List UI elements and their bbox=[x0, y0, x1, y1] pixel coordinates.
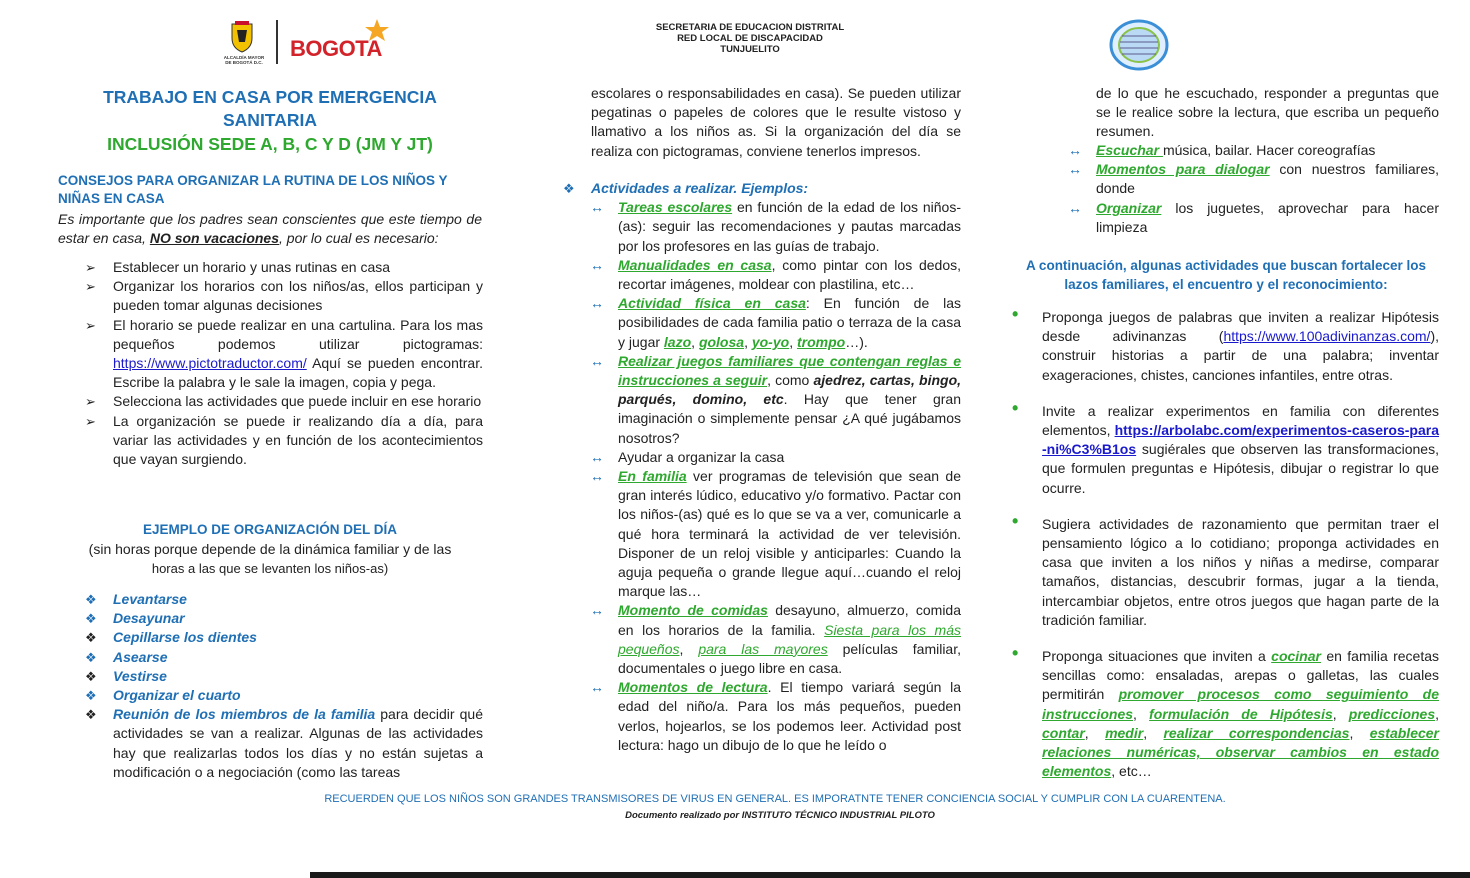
intro-text-a: Es importante que los padres sean conscientes que este tiempo de estar en casa, bbox=[58, 211, 482, 246]
day-list bbox=[85, 590, 483, 782]
diamond-icon: ❖ bbox=[85, 630, 97, 646]
actividades-heading: ❖ Actividades a realizar. Ejemplos: bbox=[563, 179, 961, 198]
actividad-item: ↔ Ayudar a organizar la casa bbox=[590, 448, 961, 467]
day-item: ❖ Organizar el cuarto bbox=[85, 686, 483, 705]
intro-no-vacaciones: NO son vacaciones bbox=[149, 229, 279, 246]
double-arrow-icon: ↔ bbox=[590, 602, 604, 619]
consejos-intro bbox=[58, 210, 482, 247]
footer-credit: Documento realizado por INSTITUTO TÉCNICO INDUSTRIAL PILOTO bbox=[625, 810, 935, 821]
intro-text-c: , por lo cual es necesario: bbox=[279, 229, 439, 246]
localidad-title: TUNJUELITO bbox=[720, 44, 780, 55]
double-arrow-icon: ↔ bbox=[590, 256, 604, 273]
bullet-dot-icon: • bbox=[1012, 304, 1019, 324]
right-actividades-list bbox=[1068, 141, 1439, 237]
tip-item: ➢ Establecer un horario y unas rutinas en casa bbox=[85, 258, 483, 277]
lazos-heading: A continuación, algunas actividades que buscan fortalecer los lazos familiares, el encuentro y el reconocimiento: bbox=[1025, 258, 1427, 292]
globe-logo-icon bbox=[1108, 18, 1170, 72]
actividad-item: ↔ Momentos de lectura. El tiempo variará según la edad del niño/a. Para los más pequeños, pueden verlos, hojearlos, se los podemos leer. Actividad post lectura: hago un dibujo de lo que he leído o bbox=[590, 679, 962, 753]
double-arrow-icon: ↔ bbox=[1068, 142, 1082, 158]
ejemplo-sub-2: horas a las que se levanten los niños-as) bbox=[151, 561, 389, 576]
actividad-item: ↔ Tareas escolares en función de la edad de los niños-(as): seguir las recomendaciones y pautas marcadas por los profesores en las guías de trabajo. bbox=[590, 199, 962, 254]
tip-item: ➢ Organizar los horarios con los niños/as, ellos participan y pueden tomar algunas decisiones bbox=[85, 278, 483, 314]
logo-text: BOGOTA bbox=[290, 36, 382, 61]
double-arrow-icon: ↔ bbox=[590, 679, 604, 696]
double-arrow-icon: ↔ bbox=[590, 295, 604, 312]
main-title-1: TRABAJO EN CASA POR EMERGENCIA bbox=[103, 87, 437, 107]
day-item: ❖ Cepillarse los dientes bbox=[85, 628, 483, 647]
diamond-icon: ❖ bbox=[563, 181, 575, 196]
day-item: ❖ Vestirse bbox=[85, 667, 483, 686]
tip-item: ➢ La organización se puede ir realizando día a día, para variar las actividades y en función de los acontecimientos que vayan surgiendo. bbox=[85, 412, 483, 468]
day-item: ❖ Reunión de los miembros de la familia para decidir qué actividades se van a realizar. Algunas de las actividades hay que realizarlas todos los días y no están sujetas a modificación o a negociación (como las tareas bbox=[85, 706, 484, 780]
star-icon bbox=[364, 18, 390, 44]
actividad-item: ↔ Manualidades en casa, como pintar con los dedos, recortar imágenes, moldear con plastilina, etc… bbox=[590, 256, 961, 293]
actividad-item: ↔ Actividad física en casa: En función de las posibilidades de cada familia patio o terraza de la casa y jugar lazo, golosa, yo-yo, trompo…). bbox=[590, 295, 962, 350]
double-arrow-icon: ↔ bbox=[590, 352, 604, 369]
pictotraductor-link[interactable]: https://www.pictotraductor.com/ bbox=[113, 355, 307, 372]
lazos-list bbox=[1012, 304, 1440, 781]
diamond-icon: ❖ bbox=[85, 649, 97, 665]
logo-caption: ALCALDÍA MAYOR DE BOGOTÁ D.C. bbox=[223, 55, 265, 65]
actividad-item: ↔ Realizar juegos familiares que contengan reglas e instrucciones a seguir, como ajedrez, cartas, bingo, parqués, domino, etc. Hay que tener gran imaginación o simplemente pensar ¿A qué jugábamos nosotros? bbox=[590, 352, 962, 446]
ejemplo-sub-1: (sin horas porque depende de la dinámica familiar y de las bbox=[88, 541, 452, 557]
arrowhead-icon: ➢ bbox=[85, 260, 96, 275]
diamond-icon: ❖ bbox=[85, 688, 97, 704]
logo-divider bbox=[276, 20, 278, 64]
actividad-item: ↔ Escuchar música, bailar. Hacer coreografías bbox=[1068, 141, 1439, 160]
main-title-3: INCLUSIÓN SEDE A, B, C Y D (JM Y JT) bbox=[107, 134, 433, 154]
actividad-item: ↔ Momento de comidas desayuno, almuerzo, comida en los horarios de la familia. Siesta para los más pequeños, para las mayores películas familiar, documentales o juego libre en casa. bbox=[590, 602, 962, 677]
consejos-heading: CONSEJOS PARA ORGANIZAR LA RUTINA DE LOS NIÑOS Y NIÑAS EN CASA bbox=[58, 173, 448, 206]
footer-notice: RECUERDEN QUE LOS NIÑOS SON GRANDES TRANSMISORES DE VIRUS EN GENERAL. ES IMPORATNTE TENER CONCIENCIA SOCIAL Y CUMPLIR CON LA CUARENTENA. bbox=[324, 793, 1226, 805]
ejemplo-heading: EJEMPLO DE ORGANIZACIÓN DEL DÍA bbox=[142, 522, 398, 537]
red-title: RED LOCAL DE DISCAPACIDAD bbox=[677, 33, 823, 44]
actividad-item: ↔ En familia ver programas de televisión que sean de gran interés lúdico, educativo y/o formativo. Pactar con los niños-(as) qué es lo que se va a ver, comunicarle a qué hora terminará la actividad de ver televisión. Disponer de un reloj visible y anticiparles: Cuando la aguja pequeña o grande llegue aquí…cuando el reloj marque las… bbox=[590, 468, 961, 600]
tip-item: ➢ Selecciona las actividades que puede incluir en ese horario bbox=[85, 392, 483, 411]
diamond-icon: ❖ bbox=[85, 707, 97, 723]
lazos-item: • Sugiera actividades de razonamiento que permitan traer el pensamiento lógico a lo cotidiano; proponga actividades en casa que inviten a los niños y niñas a medirse, comparar tamaños, distancias, descubrir formas, jugar a la tienda, intercambiar objetos, entre otros juegos que hagan parte de la tradición familiar. bbox=[1012, 510, 1439, 628]
arrowhead-icon: ➢ bbox=[85, 279, 96, 295]
red-discapacidad-logo bbox=[1108, 18, 1170, 72]
adivinanzas-link[interactable]: https://www.100adivinanzas.com/ bbox=[1223, 328, 1431, 345]
actividad-item: ↔ Organizar los juguetes, aprovechar para hacer limpieza bbox=[1068, 199, 1439, 235]
day-item: ❖ Desayunar bbox=[85, 609, 483, 628]
double-arrow-icon: ↔ bbox=[1068, 199, 1082, 216]
actividad-item: ↔ Momentos para dialogar con nuestros familiares, donde bbox=[1068, 161, 1439, 197]
arrowhead-icon: ➢ bbox=[85, 394, 96, 410]
main-title-2: SANITARIA bbox=[223, 110, 317, 130]
diamond-icon: ❖ bbox=[85, 668, 97, 684]
middle-continuation: escolares o responsabilidades en casa). Se pueden utilizar pegatinas o papeles de colores que le resulte vistoso y llamativo a los niños as. Si la organización del día se realiza con pictogramas, conviene tenerlos impresos. bbox=[591, 85, 961, 159]
bogota-logo bbox=[222, 18, 397, 68]
bullet-dot-icon: • bbox=[1012, 510, 1019, 531]
arrowhead-icon: ➢ bbox=[85, 413, 96, 429]
diamond-icon: ❖ bbox=[85, 611, 97, 627]
bullet-dot-icon: • bbox=[1012, 397, 1019, 418]
arrowhead-icon: ➢ bbox=[85, 317, 96, 333]
double-arrow-icon: ↔ bbox=[590, 468, 604, 485]
tips-list bbox=[85, 258, 483, 469]
right-continuation: de lo que he escuchado, responder a preguntas que se le realice sobre la lectura, que escriba un pequeño resumen. bbox=[1096, 85, 1439, 140]
arbolabc-link[interactable]: https://arbolabc.com/experimentos-caseros-para-ni%C3%B1os bbox=[1042, 422, 1439, 458]
double-arrow-icon: ↔ bbox=[590, 448, 604, 465]
double-arrow-icon: ↔ bbox=[1068, 161, 1082, 178]
lazos-item: • Proponga situaciones que inviten a cocinar en familia recetas sencillas como: ensaladas, arepas o galletas, las cuales permitirán promover procesos como seguimiento de instrucciones, formulación de Hipótesis, predicciones, contar, medir, realizar correspondencias, establecer relaciones numéricas, observar cambios en estado elementos, etc… bbox=[1012, 643, 1440, 780]
actividades-list bbox=[563, 179, 961, 755]
day-item: ❖ Asearse bbox=[85, 648, 483, 667]
bottom-bar bbox=[310, 872, 1470, 878]
secretaria-title: SECRETARIA DE EDUCACION DISTRITAL bbox=[655, 22, 845, 33]
coat-of-arms-icon bbox=[227, 20, 257, 54]
lazos-item: • Invite a realizar experimentos en familia con diferentes elementos, https://arbolabc.com/experimentos-caseros-para-ni%C3%B1os sugiérales que observen las transformaciones, que formulen preguntas e Hipótesis, dibujar o registrar lo que ocurre. bbox=[1012, 397, 1439, 496]
lazos-item: • Proponga juegos de palabras que inviten a realizar Hipótesis desde adivinanzas (https://www.100adivinanzas.com/), construir historias a partir de una palabra; inventar exageraciones, chistes, canciones infantiles, entre otras. bbox=[1012, 304, 1439, 383]
bullet-dot-icon: • bbox=[1012, 643, 1019, 664]
diamond-icon: ❖ bbox=[85, 592, 97, 607]
day-item: ❖ Levantarse bbox=[85, 590, 483, 609]
double-arrow-icon: ↔ bbox=[590, 199, 604, 216]
tip-item: ➢ El horario se puede realizar en una cartulina. Para los mas pequeños podemos utilizar pictogramas: https://www.pictotraductor.com/ Aquí se pueden encontrar. Escribe la palabra y le sale la imagen, copia y pega. bbox=[85, 316, 483, 391]
